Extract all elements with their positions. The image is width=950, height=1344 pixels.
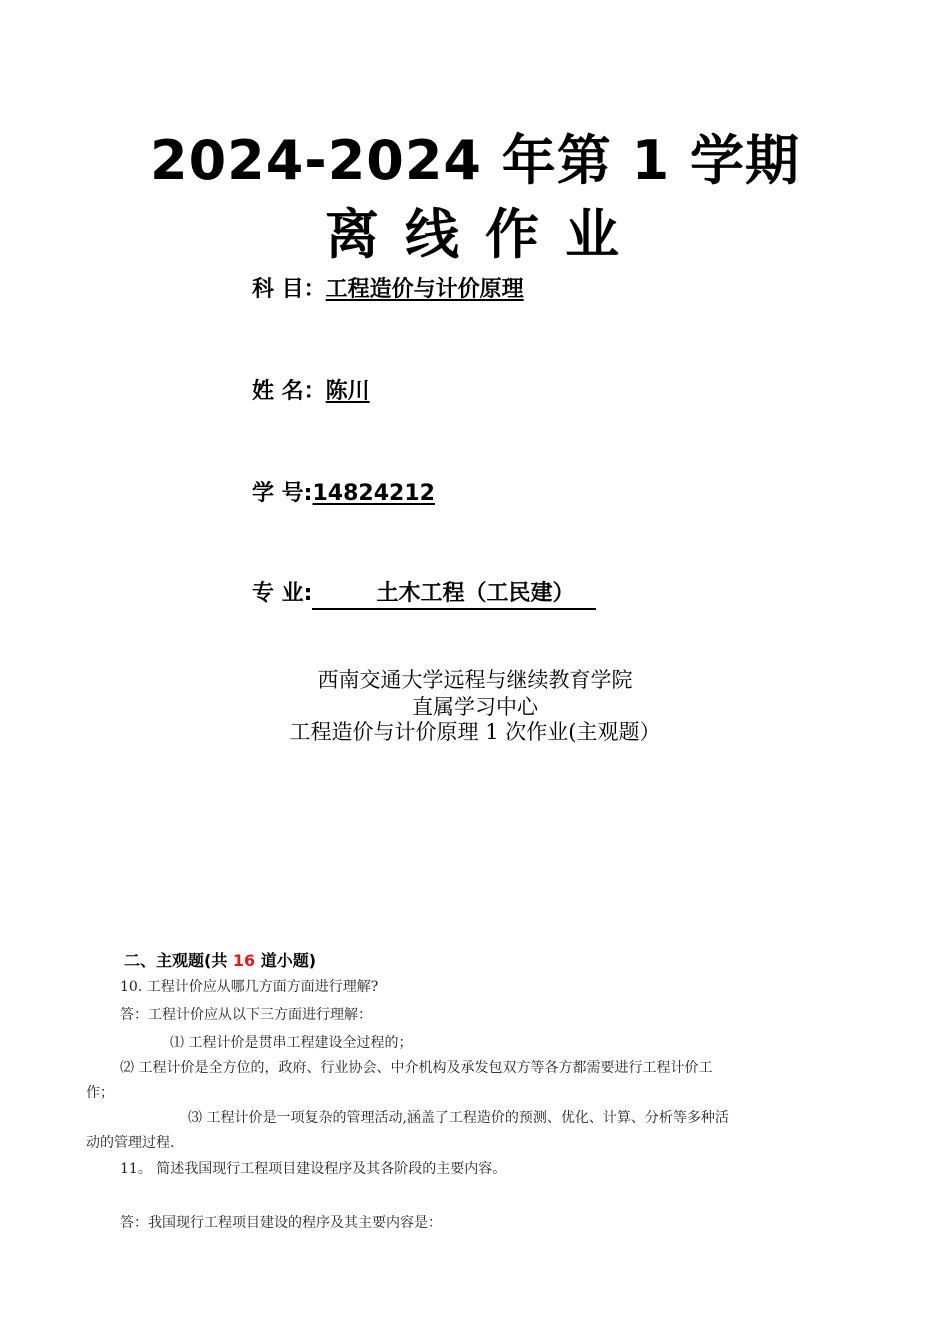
answer-10-point-3-cont: 动的管理过程. [86,1135,175,1151]
name-label: 姓 名： [252,379,326,404]
learning-center: 直属学习中心 [412,695,538,719]
subject-label: 科 目： [252,277,326,302]
answer-10-point-3: ⑶ 工程计价是一项复杂的管理活动,涵盖了工程造价的预测、优化、计算、分析等多种活 [188,1110,729,1126]
assignment-title: 工程造价与计价原理 1 次作业(主观题） [289,720,661,744]
name-value: 陈川 [325,379,370,404]
answer-10-intro: 答：工程计价应从以下三方面进行理解： [120,1007,372,1023]
major-field [252,576,596,610]
section-heading-prefix: 二、主观题(共 [124,951,233,970]
section-heading-suffix: 道小题) [255,951,317,970]
question-11: 11。 简述我国现行工程项目建设程序及其各阶段的主要内容。 [120,1161,507,1177]
document-title-year: 2024-2024 年第 1 学期 [150,129,800,192]
student-id-label: 学 号: [252,481,313,506]
subject-value: 工程造价与计价原理 [325,277,524,302]
section-heading [124,948,316,971]
answer-10-point-2-cont: 作； [86,1085,114,1101]
major-value: 土木工程（工民建） [376,581,575,606]
answer-11-intro: 答：我国现行工程项目建设的程序及其主要内容是： [120,1215,442,1231]
section-question-count: 16 [232,951,256,970]
major-value-box [312,576,596,610]
major-label: 专 业: [252,581,313,606]
answer-10-point-2: ⑵ 工程计价是全方位的，政府、行业协会、中介机构及承发包双方等各方都需要进行工程计价工 [120,1060,713,1076]
institution-name: 西南交通大学远程与继续教育学院 [317,668,633,692]
name-field [252,374,370,405]
student-id-field [252,476,435,507]
answer-10-point-1: ⑴ 工程计价是贯串工程建设全过程的； [170,1035,413,1051]
document-title-offline-homework: 离线作业 [325,203,645,266]
subject-field [252,272,524,303]
student-id-value: 14824212 [312,481,435,506]
question-10: 10. 工程计价应从哪几方面方面进行理解? [120,979,379,995]
